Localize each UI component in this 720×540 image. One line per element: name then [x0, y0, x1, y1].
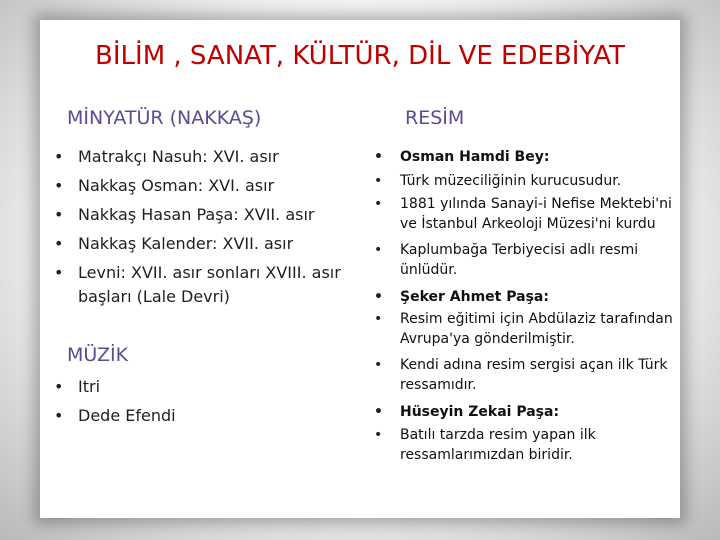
- list-item: [374, 170, 682, 193]
- bullet-icon: •: [54, 406, 64, 425]
- bullet-icon: •: [54, 234, 64, 253]
- list-item: [374, 425, 682, 465]
- miniature-artist-period: : XVI. asır: [197, 176, 275, 195]
- painting-list: [374, 146, 682, 465]
- list-item: [54, 261, 363, 309]
- miniature-artist-period: : XVII. asır: [212, 234, 294, 253]
- painter-name-text: Hüseyin Zekai Paşa:: [400, 404, 560, 420]
- bullet-icon: •: [54, 205, 64, 224]
- list-item: [54, 203, 363, 227]
- bullet-icon: •: [374, 173, 383, 189]
- painter-fact: Kaplumbağa Terbiyecisi adlı resmi ünlüdür.: [400, 242, 639, 278]
- composer-name: Itri: [78, 377, 101, 396]
- list-item: [54, 145, 363, 169]
- bullet-icon: •: [374, 242, 383, 258]
- music-heading: MÜZİK: [67, 344, 129, 366]
- miniature-heading: MİNYATÜR (NAKKAŞ): [67, 107, 262, 129]
- bullet-icon: •: [54, 263, 64, 282]
- miniature-artist-period: : XVII. asır: [233, 205, 315, 224]
- miniature-list: [54, 145, 363, 309]
- bullet-icon: •: [374, 427, 383, 443]
- painter-fact: Batılı tarzda resim yapan ilk ressamlarımızdan biridir.: [400, 427, 596, 463]
- list-item: [374, 240, 682, 280]
- bullet-icon: •: [54, 176, 64, 195]
- list-item: [54, 232, 363, 256]
- list-item: [54, 375, 328, 399]
- painting-heading: RESİM: [405, 107, 465, 129]
- bullet-icon: •: [374, 289, 383, 305]
- miniature-artist-name: Levni: [78, 263, 121, 282]
- painter-name: [374, 286, 682, 309]
- music-list: [54, 375, 328, 428]
- painter-name-text: Şeker Ahmet Paşa:: [400, 289, 549, 305]
- painter-fact: Kendi adına resim sergisi açan ilk Türk ressamıdır.: [400, 357, 668, 393]
- miniature-artist-name: Nakkaş Kalender: [78, 234, 212, 253]
- bullet-icon: •: [374, 357, 383, 373]
- miniature-artist-name: Nakkaş Osman: [78, 176, 198, 195]
- bullet-icon: •: [374, 404, 383, 420]
- list-item: [54, 174, 363, 198]
- miniature-artist-period: : XVI. asır: [202, 147, 279, 166]
- slide-title: BİLİM , SANAT, KÜLTÜR, DİL VE EDEBİYAT: [95, 41, 625, 71]
- painter-fact: Resim eğitimi için Abdülaziz tarafından Avrupa'ya gönderilmiştir.: [400, 311, 673, 347]
- list-item: [54, 404, 328, 428]
- bullet-icon: •: [374, 196, 383, 212]
- painter-name-text: Osman Hamdi Bey:: [400, 149, 550, 165]
- miniature-artist-name: Nakkaş Hasan Paşa: [78, 205, 234, 224]
- list-item: [374, 355, 682, 395]
- miniature-artist-period: : XVII. asır sonları XVIII. asır başları (Lale Devri): [78, 263, 341, 306]
- painter-fact: 1881 yılında Sanayi-i Nefise Mektebi'ni ve İstanbul Arkeoloji Müzesi'ni kurdu: [400, 196, 672, 232]
- bullet-icon: •: [54, 147, 64, 166]
- composer-name: Dede Efendi: [78, 406, 176, 425]
- painter-fact: Türk müzeciliğinin kurucusudur.: [400, 173, 622, 189]
- list-item: [374, 194, 682, 234]
- painter-name: [374, 401, 682, 424]
- bullet-icon: •: [54, 377, 64, 396]
- bullet-icon: •: [374, 149, 383, 165]
- miniature-artist-name: Matrakçı Nasuh: [78, 147, 203, 166]
- list-item: [374, 309, 682, 349]
- bullet-icon: •: [374, 311, 383, 327]
- painter-name: [374, 146, 682, 169]
